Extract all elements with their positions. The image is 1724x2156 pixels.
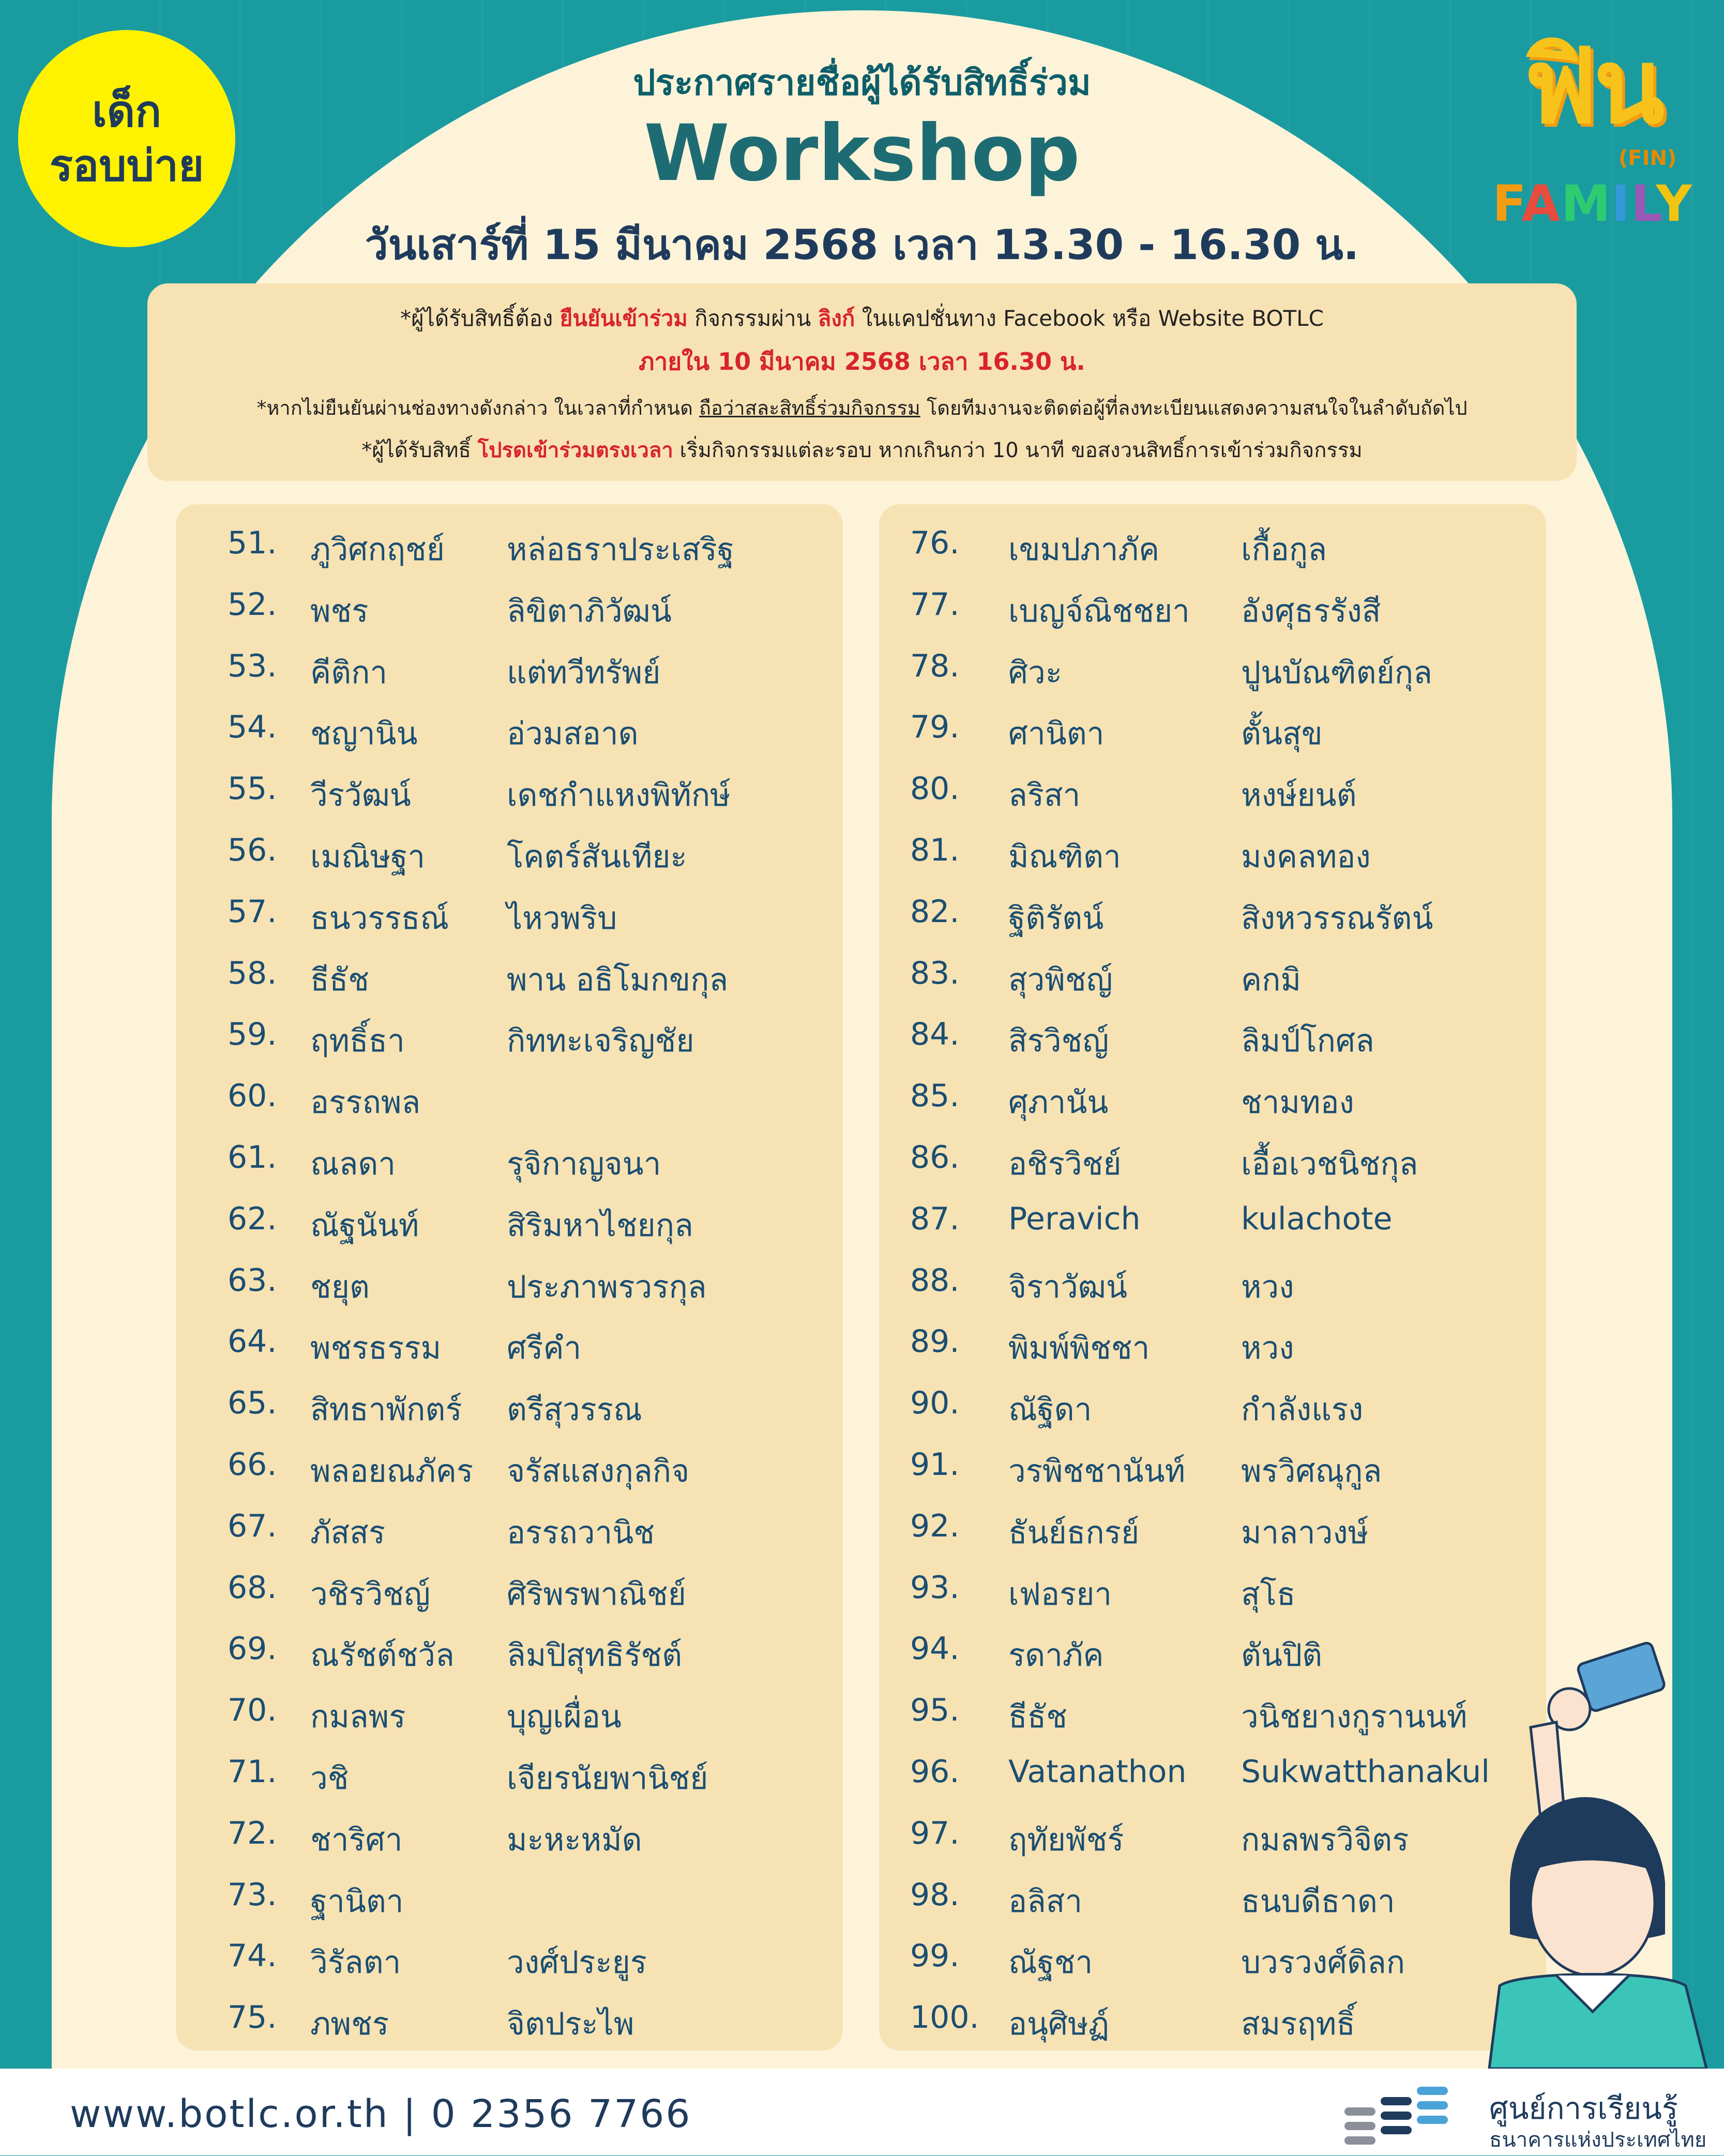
- org-name-line-1: ศูนย์การเรียนรู้: [1489, 2091, 1678, 2126]
- notice-line-1: [147, 301, 1577, 336]
- list-item: [176, 832, 843, 893]
- last-name: หงษ์ยนต์: [1241, 777, 1357, 814]
- list-item: [176, 1692, 843, 1753]
- logo-letter: Y: [1656, 175, 1693, 233]
- list-number: 94.: [910, 1631, 960, 1667]
- list-number: 66.: [228, 1446, 277, 1483]
- list-item: [879, 771, 1546, 832]
- list-number: 84.: [910, 1016, 960, 1053]
- first-name: พลอยณภัคร: [310, 1453, 474, 1489]
- list-number: 91.: [910, 1446, 960, 1483]
- list-item: [176, 1139, 843, 1200]
- page-title: Workshop: [644, 109, 1080, 199]
- first-name: ภพชร: [310, 2006, 389, 2043]
- org-name-line-2: ธนาคารแห่งประเทศไทย: [1489, 2128, 1707, 2152]
- list-item: [176, 771, 843, 832]
- last-name: บุญเผื่อน: [507, 1699, 622, 1736]
- first-name: ฤทัยพัชร์: [1008, 1821, 1124, 1858]
- list-number: 92.: [910, 1507, 960, 1544]
- list-number: 74.: [228, 1938, 277, 1974]
- last-name: แต่ทวีทรัพย์: [507, 654, 661, 691]
- first-name: อนุศิษฏ์: [1008, 2006, 1109, 2043]
- list-item: [176, 1262, 843, 1323]
- list-number: 58.: [228, 955, 277, 991]
- last-name: สมรฤทธิ์: [1241, 2006, 1355, 2043]
- first-name: เบญจ์ณิชชยา: [1008, 593, 1190, 629]
- list-item: [176, 648, 843, 709]
- first-name: อลิสา: [1008, 1883, 1083, 1920]
- list-number: 97.: [910, 1815, 960, 1851]
- list-number: 56.: [228, 832, 277, 868]
- last-name: หวง: [1241, 1330, 1294, 1367]
- last-name: วงศ์ประยูร: [507, 1944, 647, 1981]
- list-item: [176, 1385, 843, 1446]
- list-number: 54.: [228, 709, 277, 746]
- first-name: เมณิษฐา: [310, 839, 426, 875]
- first-name: Peravich: [1008, 1200, 1141, 1237]
- list-item: [176, 1201, 843, 1262]
- last-name: ตรีสุวรรณ: [507, 1392, 642, 1428]
- last-name: รุจิกาญจนา: [507, 1146, 661, 1182]
- logo-letter: L: [1631, 175, 1656, 233]
- list-number: 73.: [228, 1876, 277, 1913]
- name-list-left: [176, 504, 843, 2051]
- list-number: 69.: [228, 1631, 277, 1667]
- first-name: ณัฐิดา: [1008, 1392, 1092, 1428]
- list-item: [879, 1323, 1546, 1384]
- event-date: วันเสาร์ที่ 15 มีนาคม 2568 เวลา 13.30 - 16.30 น.: [365, 221, 1359, 269]
- list-number: 99.: [910, 1938, 960, 1974]
- list-number: 82.: [910, 893, 960, 930]
- last-name: เกื้อกูล: [1241, 532, 1327, 568]
- list-number: 62.: [228, 1200, 277, 1237]
- list-item: [879, 1201, 1546, 1262]
- last-name: มะหะหมัด: [507, 1821, 642, 1858]
- last-name: Sukwatthanakul: [1241, 1754, 1490, 1790]
- list-number: 80.: [910, 771, 960, 807]
- list-number: 57.: [228, 893, 277, 930]
- list-number: 65.: [228, 1385, 277, 1422]
- last-name: ธนบดีธาดา: [1241, 1883, 1395, 1920]
- first-name: มิณฑิตา: [1008, 839, 1121, 875]
- first-name: ลริสา: [1008, 777, 1081, 814]
- last-name: กมลพรวิจิตร: [1241, 1821, 1409, 1858]
- notice-text: โดยทีมงานจะติดต่อผู้ที่ลงทะเบียนแสดงความสนใจในลำดับถัดไป: [920, 397, 1468, 419]
- list-number: 51.: [228, 525, 277, 561]
- list-number: 71.: [228, 1754, 277, 1790]
- list-number: 79.: [910, 709, 960, 746]
- last-name: ศิริพรพาณิชย์: [507, 1576, 686, 1612]
- list-item: [879, 1385, 1546, 1446]
- first-name: ธีธัช: [1008, 1699, 1067, 1736]
- first-name: สุวพิชญ์: [1008, 961, 1113, 998]
- badge-line-1: เด็ก: [92, 86, 162, 137]
- first-name: วิรัลตา: [310, 1944, 401, 1981]
- list-number: 67.: [228, 1507, 277, 1544]
- first-name: ภัสสร: [310, 1514, 386, 1551]
- list-item: [176, 1877, 843, 1938]
- first-name: เขมปภาภัค: [1008, 532, 1160, 568]
- logo-letter: F: [1492, 175, 1522, 233]
- last-name: อรรถวานิช: [507, 1514, 655, 1551]
- first-name: ชยุต: [310, 1269, 370, 1305]
- list-item: [176, 1938, 843, 1999]
- list-item: [176, 1815, 843, 1876]
- list-item: [176, 1508, 843, 1569]
- botlc-logo: [1344, 2082, 1707, 2152]
- last-name: ตันปิติ: [1241, 1637, 1323, 1674]
- notice-text: *ผู้ได้รับสิทธิ์: [361, 439, 478, 462]
- first-name: ศุภานัน: [1008, 1084, 1109, 1121]
- contact-info: www.botlc.or.th | 0 2356 7766: [70, 2092, 692, 2136]
- first-name: เฟอรยา: [1008, 1576, 1112, 1612]
- logo-letter: M: [1561, 175, 1612, 233]
- first-name: วีรวัฒน์: [310, 777, 411, 814]
- logo-letter: I: [1611, 175, 1631, 233]
- list-number: 90.: [910, 1385, 960, 1422]
- list-item: [176, 586, 843, 647]
- list-number: 63.: [228, 1262, 277, 1299]
- list-number: 93.: [910, 1569, 960, 1606]
- last-name: พาน อธิโมกขกุล: [507, 961, 729, 998]
- last-name: หวง: [1241, 1269, 1294, 1305]
- list-number: 61.: [228, 1139, 277, 1175]
- first-name: ณลดา: [310, 1146, 396, 1182]
- list-item: [879, 1016, 1546, 1077]
- last-name: มงคลทอง: [1241, 839, 1371, 875]
- footer-bar: [0, 2069, 1724, 2155]
- first-name: พชร: [310, 593, 369, 629]
- notice-text: เริ่มกิจกรรมแต่ละรอบ หากเกินกว่า 10 นาที ขอสงวนสิทธิ์การเข้าร่วมกิจกรรม: [673, 439, 1363, 462]
- list-number: 77.: [910, 586, 960, 623]
- list-item: [176, 1016, 843, 1077]
- first-name: วชิ: [310, 1760, 349, 1797]
- list-item: [176, 1323, 843, 1384]
- first-name: ณัฐนันท์: [310, 1207, 419, 1244]
- last-name: สิงหวรรณรัตน์: [1241, 900, 1433, 937]
- last-name: กำลังแรง: [1241, 1392, 1364, 1428]
- last-name: ชามทอง: [1241, 1084, 1354, 1121]
- last-name: เดชกำแหงพิทักษ์: [507, 777, 731, 814]
- list-number: 55.: [228, 771, 277, 807]
- list-item: [176, 955, 843, 1016]
- last-name: วนิชยางกูรานนท์: [1241, 1699, 1468, 1736]
- first-name: พชรธรรม: [310, 1330, 442, 1367]
- child-illustration: [1438, 1614, 1724, 2069]
- notice-deadline: ภายใน 10 มีนาคม 2568 เวลา 16.30 น.: [639, 348, 1085, 375]
- first-name: Vatanathon: [1008, 1754, 1187, 1790]
- notice-text: ในแคปชั่นทาง Facebook หรือ Website BOTLC: [855, 306, 1324, 331]
- first-name: ธนวรรธณ์: [310, 900, 449, 937]
- notice-text: *หากไม่ยืนยันผ่านช่องทางดังกล่าว ในเวลาที่กำหนด: [256, 397, 700, 419]
- logo-fin: ฟิน: [1523, 26, 1662, 147]
- list-item: [879, 1078, 1546, 1139]
- list-number: 76.: [910, 525, 960, 561]
- list-number: 83.: [910, 955, 960, 991]
- list-number: 72.: [228, 1815, 277, 1851]
- list-number: 60.: [228, 1078, 277, 1114]
- logo-fin-tag: (FIN): [1619, 146, 1677, 170]
- list-item: [176, 1570, 843, 1631]
- list-item: [176, 1999, 843, 2060]
- last-name: โคตร์สันเทียะ: [507, 839, 687, 875]
- first-name: วชิรวิชญ์: [310, 1576, 431, 1612]
- first-name: ภูวิศกฤชย์: [310, 532, 445, 568]
- last-name: ปูนบัณฑิตย์กุล: [1241, 654, 1432, 691]
- last-name: kulachote: [1241, 1200, 1393, 1237]
- list-number: 87.: [910, 1200, 960, 1237]
- list-item: [879, 1508, 1546, 1569]
- badge-line-2: รอบบ่าย: [49, 140, 204, 191]
- last-name: กิททะเจริญชัย: [507, 1023, 694, 1060]
- list-number: 96.: [910, 1754, 960, 1790]
- list-number: 78.: [910, 647, 960, 684]
- first-name: ศิวะ: [1008, 654, 1063, 691]
- list-item: [176, 1631, 843, 1692]
- last-name: ตั้นสุข: [1241, 716, 1323, 752]
- first-name: สิทธาพักตร์: [310, 1392, 462, 1428]
- first-name: ฐิติรัตน์: [1008, 900, 1104, 937]
- announcement-heading: ประกาศรายชื่อผู้ได้รับสิทธิ์ร่วม: [633, 63, 1091, 103]
- last-name: จรัสแสงกุลกิจ: [507, 1453, 690, 1489]
- first-name: ณัฐชา: [1008, 1944, 1093, 1981]
- last-name: หล่อธราประเสริฐ: [507, 532, 734, 568]
- last-name: มาลาวงษ์: [1241, 1514, 1369, 1551]
- list-number: 64.: [228, 1323, 277, 1360]
- last-name: อังศุธรรังสี: [1241, 593, 1381, 629]
- first-name: รดาภัค: [1008, 1637, 1104, 1674]
- last-name: อ่วมสอาด: [507, 716, 639, 752]
- first-name: คีติกา: [310, 654, 388, 691]
- logo-letter: A: [1521, 175, 1561, 233]
- list-item: [176, 1078, 843, 1139]
- first-name: จิราวัฒน์: [1008, 1269, 1127, 1305]
- list-item: [176, 1446, 843, 1507]
- last-name: ประภาพรวรกุล: [507, 1269, 707, 1305]
- list-item: [879, 955, 1546, 1016]
- last-name: สิริมหาไชยกุล: [507, 1207, 693, 1244]
- list-number: 59.: [228, 1016, 277, 1053]
- list-number: 88.: [910, 1262, 960, 1299]
- list-number: 98.: [910, 1876, 960, 1913]
- last-name: จิตประไพ: [507, 2006, 634, 2043]
- first-name: อรรถพล: [310, 1084, 421, 1121]
- notice-underlined: ถือว่าสละสิทธิ์ร่วมกิจกรรม: [699, 397, 920, 419]
- notice-line-3: [147, 392, 1577, 424]
- last-name: เจียรนัยพานิชย์: [507, 1760, 708, 1797]
- list-item: [879, 832, 1546, 893]
- list-item: [879, 894, 1546, 955]
- notice-highlight: ยืนยันเข้าร่วม: [559, 306, 688, 331]
- last-name: สุโธ: [1241, 1576, 1296, 1612]
- last-name: ศรีคำ: [507, 1330, 582, 1367]
- list-item: [879, 586, 1546, 647]
- notice-line-4: [147, 433, 1577, 466]
- first-name: ศานิตา: [1008, 716, 1105, 752]
- list-item: [176, 525, 843, 586]
- list-item: [879, 1446, 1546, 1507]
- first-name: อชิรวิชย์: [1008, 1146, 1122, 1182]
- list-item: [879, 525, 1546, 586]
- botlc-mark-icon: [1344, 2082, 1448, 2149]
- list-item: [879, 1262, 1546, 1323]
- list-item: [879, 709, 1546, 770]
- last-name: พรวิศณุกูล: [1241, 1453, 1382, 1489]
- last-name: ไหวพริบ: [507, 900, 617, 937]
- list-number: 81.: [910, 832, 960, 868]
- notice-text: *ผู้ได้รับสิทธิ์ต้อง: [400, 306, 560, 331]
- first-name: ชญานิน: [310, 716, 418, 752]
- first-name: ณรัชต์ชวัล: [310, 1637, 455, 1674]
- first-name: ฐานิตา: [310, 1883, 404, 1920]
- list-item: [176, 1754, 843, 1815]
- list-item: [176, 894, 843, 955]
- first-name: ชาริศา: [310, 1821, 403, 1858]
- first-name: พิมพ์พิชชา: [1008, 1330, 1150, 1367]
- last-name: บวรวงศ์ดิลก: [1241, 1944, 1405, 1981]
- list-item: [176, 709, 843, 770]
- list-number: 52.: [228, 586, 277, 623]
- first-name: วรพิชชานันท์: [1008, 1453, 1186, 1489]
- list-number: 68.: [228, 1569, 277, 1606]
- first-name: กมลพร: [310, 1699, 406, 1736]
- list-number: 70.: [228, 1692, 277, 1729]
- last-name: ลิมปิสุทธิรัชต์: [507, 1637, 683, 1674]
- notice-highlight: ลิงก์: [818, 306, 855, 331]
- list-number: 95.: [910, 1692, 960, 1729]
- notice-box: [147, 283, 1577, 481]
- notice-text: กิจกรรมผ่าน: [687, 306, 818, 331]
- list-number: 85.: [910, 1078, 960, 1114]
- last-name: ลิขิตาภิวัฒน์: [507, 593, 672, 629]
- first-name: ธันย์ธกรย์: [1008, 1514, 1140, 1551]
- first-name: ฤทธิ์ธา: [310, 1023, 405, 1060]
- list-item: [879, 648, 1546, 709]
- last-name: เอื้อเวชนิชกุล: [1241, 1146, 1418, 1182]
- list-number: 100.: [910, 1999, 979, 2036]
- first-name: สิรวิชญ์: [1008, 1023, 1109, 1060]
- first-name: ธีธัช: [310, 961, 369, 998]
- list-number: 53.: [228, 647, 277, 684]
- last-name: ลิมป์โกศล: [1241, 1023, 1374, 1060]
- notice-highlight: โปรดเข้าร่วมตรงเวลา: [477, 439, 673, 462]
- list-number: 75.: [228, 1999, 277, 2036]
- last-name: คกมิ: [1241, 961, 1302, 998]
- list-number: 89.: [910, 1323, 960, 1360]
- list-item: [879, 1139, 1546, 1200]
- list-number: 86.: [910, 1139, 960, 1175]
